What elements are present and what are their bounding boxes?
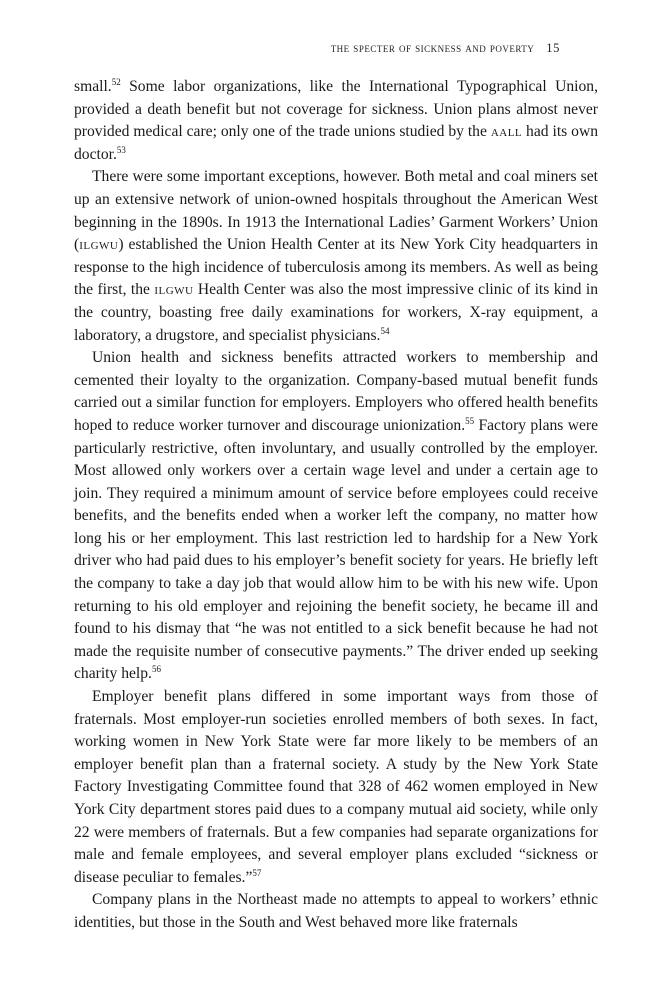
running-header [0, 41, 560, 56]
footnote-marker: 53 [116, 144, 126, 155]
footnote-marker: 55 [465, 415, 475, 426]
page-number: 15 [546, 41, 560, 55]
paragraph [74, 347, 598, 686]
footnote-marker: 57 [252, 867, 262, 878]
body-text [74, 76, 598, 935]
paragraph [74, 76, 598, 166]
text-run: Health Center was also the most impressive clinic of its kind in the country, boasting free daily examinations for workers, X-ray equipment, a laboratory, a drugstore, and specialist physicians. [74, 281, 598, 344]
acronym: ilgwu [79, 236, 119, 254]
text-run: small. [74, 78, 112, 95]
text-run: Union health and sickness benefits attracted workers to membership and cemented their loyalty to the organization. Company-based mutual benefit funds carried out a similar function for employers. Employers who offered health benefits hoped to reduce worker turnover and discourage unionization. [74, 349, 598, 434]
acronym: aall [490, 123, 523, 141]
text-run: There were some important exceptions, however. Both metal and coal miners set up an extensive network of union-owned hospitals throughout the American West beginning in the 1890s. In 1913 the International Ladies’ Garment Workers’ Union ( [74, 168, 598, 254]
text-run: Factory plans were particularly restrictive, often involuntary, and usually controlled by the employer. Most allowed only workers over a certain wage level and under a certain age to join. They required a minimum amount of service before employees could receive benefits, and the benefits ended when a worker left the company, no matter how long his or her employment. This last restriction led to hardship for a New York driver who had paid dues to his employer’s benefit society for years. He briefly left the company to take a day job that would allow him to be with his new wife. Upon returning to his old employer and rejoining the benefit society, he became ill and found to his dismay that “he was not entitled to a sick benefit because he had not made the requisite number of consecutive payments.” The driver ended up seeking charity help. [74, 416, 598, 683]
text-run: ) established the Union Health Center at its New York City headquarters in response to the high incidence of tuberculosis among its members. As well as being the first, the [74, 236, 598, 299]
text-run: Company plans in the Northeast made no attempts to appeal to workers’ ethnic identities, but those in the South and West behaved more like fraternals [74, 891, 598, 931]
text-run: had its own doctor. [74, 123, 598, 163]
text-run: Employer benefit plans differed in some important ways from those of fraternals. Most employer-run societies enrolled members of both sexes. In fact, working women in New York State were far more likely to be members of an employer benefit plan than a fraternal society. A study by the New York State Factory Investigating Committee found that 328 of 462 women employed in New York City department stores paid dues to a company mutual aid society, while only 22 were members of fraternals. But a few companies had separate organizations for male and female employees, and several employer plans excluded “sickness or disease peculiar to females.” [74, 688, 598, 886]
paragraph [74, 166, 598, 347]
running-title: the specter of sickness and poverty [330, 41, 535, 55]
acronym: ilgwu [154, 281, 194, 299]
paragraph [74, 889, 598, 934]
footnote-marker: 52 [111, 76, 121, 87]
footnote-marker: 56 [151, 664, 161, 675]
footnote-marker: 54 [380, 325, 390, 336]
text-run: Some labor organizations, like the International Typographical Union, provided a death benefit but not coverage for sickness. Union plans almost never provided medical care; only one of the trade unions studied by the [74, 78, 598, 141]
paragraph [74, 686, 598, 889]
